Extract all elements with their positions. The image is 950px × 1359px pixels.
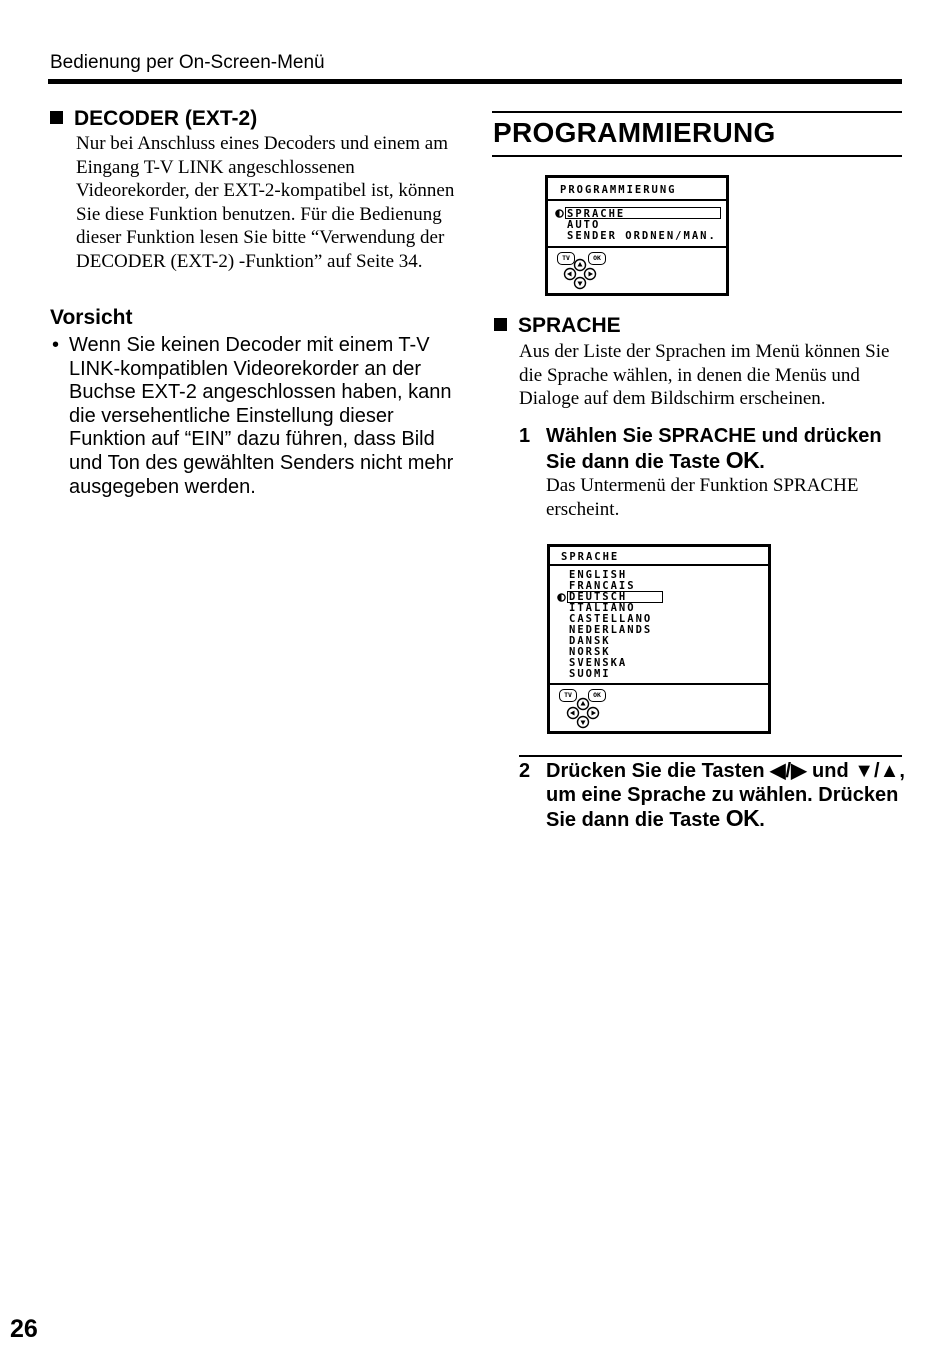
osd-divider xyxy=(550,683,768,685)
ok-button-icon: OK xyxy=(588,689,606,702)
decoder-heading-label: DECODER (EXT-2) xyxy=(74,107,258,130)
osd-item[interactable]: AUTO xyxy=(567,219,601,231)
osd-divider xyxy=(550,564,768,566)
osd-item[interactable]: NORSK xyxy=(569,646,611,658)
down-up-arrow-icon: ▼/▲ xyxy=(854,760,900,782)
step-2-text: , um eine Sprache zu wählen. Drücken Sie dann die Taste xyxy=(546,760,905,832)
step-number: 2 xyxy=(519,760,531,782)
osd-divider xyxy=(548,199,726,201)
decoder-heading xyxy=(50,107,257,131)
page-number: 26 xyxy=(10,1315,38,1343)
square-bullet-icon xyxy=(50,111,63,124)
osd-item[interactable]: SVENSKA xyxy=(569,657,628,669)
direction-pad-icon xyxy=(565,697,601,729)
osd-sprache-menu xyxy=(547,544,771,734)
step-1-result: Das Untermenü der Funktion SPRACHE erscheint. xyxy=(546,475,859,520)
header-rule xyxy=(48,79,902,84)
step-2-text: und xyxy=(812,760,849,782)
sprache-heading-label: SPRACHE xyxy=(518,314,621,337)
step-number: 1 xyxy=(519,425,531,447)
step-divider xyxy=(519,755,902,757)
step-1-text: Wählen Sie SPRACHE und drücken Sie dann die Taste xyxy=(546,425,882,473)
osd-item[interactable]: NEDERLANDS xyxy=(569,624,653,636)
section-title: PROGRAMMIERUNG xyxy=(493,117,776,148)
osd-programmierung-menu xyxy=(545,175,729,296)
tv-button-icon: TV xyxy=(557,252,575,265)
osd-item[interactable]: DANSK xyxy=(569,635,611,647)
direction-pad-icon xyxy=(562,258,598,290)
osd-item[interactable]: ITALIANO xyxy=(569,602,636,614)
vorsicht-paragraph: Wenn Sie keinen Decoder mit einem T-V LINK-kompatiblen Videorekorder an der Buchse EXT-2 angeschlossen haben, kann die versehentliche Einstellung dieser Funktion auf “EIN” dazu führen, dass Bild und Ton des gewählten Senders nicht mehr ausgegeben werden. xyxy=(69,334,454,498)
step-2-instruction xyxy=(546,760,906,833)
tv-button-icon: TV xyxy=(559,689,577,702)
sprache-paragraph: Aus der Liste der Sprachen im Menü können Sie die Sprache wählen, in denen die Menüs und Dialoge auf dem Bildschirm erscheinen. xyxy=(519,341,890,409)
sprache-heading xyxy=(494,314,621,338)
ok-key-label: OK xyxy=(725,446,760,473)
osd-menu-title: SPRACHE xyxy=(561,551,620,563)
osd-item[interactable]: ENGLISH xyxy=(569,569,628,581)
step-2-text: Drücken Sie die Tasten xyxy=(546,760,765,782)
step-1-end: . xyxy=(759,450,765,473)
osd-item[interactable]: CASTELLANO xyxy=(569,613,653,625)
cursor-icon xyxy=(557,593,566,602)
running-header: Bedienung per On-Screen-Menü xyxy=(50,52,325,73)
cursor-icon xyxy=(555,209,564,218)
decoder-paragraph: Nur bei Anschluss eines Decoders und einem am Eingang T-V LINK angeschlossenen Videorekorder, der EXT-2-kompatibel ist, können Sie diese Funktion benutzen. Für die Bedienung dieser Funktion lesen Sie bitte “Verwendung der DECODER (EXT-2) -Funktion” auf Seite 34. xyxy=(76,133,455,272)
section-rule-bottom xyxy=(492,155,902,157)
osd-item[interactable]: DEUTSCH xyxy=(569,591,628,603)
step-1-instruction xyxy=(546,425,906,474)
osd-menu-title: PROGRAMMIERUNG xyxy=(560,184,677,196)
step-2-end: . xyxy=(759,809,765,832)
ok-button-icon: OK xyxy=(588,252,606,265)
bullet-icon: • xyxy=(52,334,60,356)
square-bullet-icon xyxy=(494,318,507,331)
vorsicht-heading: Vorsicht xyxy=(50,306,133,329)
osd-item[interactable]: SPRACHE xyxy=(567,208,626,220)
osd-item[interactable]: SUOMI xyxy=(569,668,611,680)
left-right-arrow-icon: ◀/▶ xyxy=(770,760,807,782)
osd-item[interactable]: SENDER ORDNEN/MAN. xyxy=(567,230,717,242)
osd-item[interactable]: FRANCAIS xyxy=(569,580,636,592)
ok-key-label: OK xyxy=(725,805,760,832)
osd-divider xyxy=(548,246,726,248)
section-rule-top xyxy=(492,111,902,113)
